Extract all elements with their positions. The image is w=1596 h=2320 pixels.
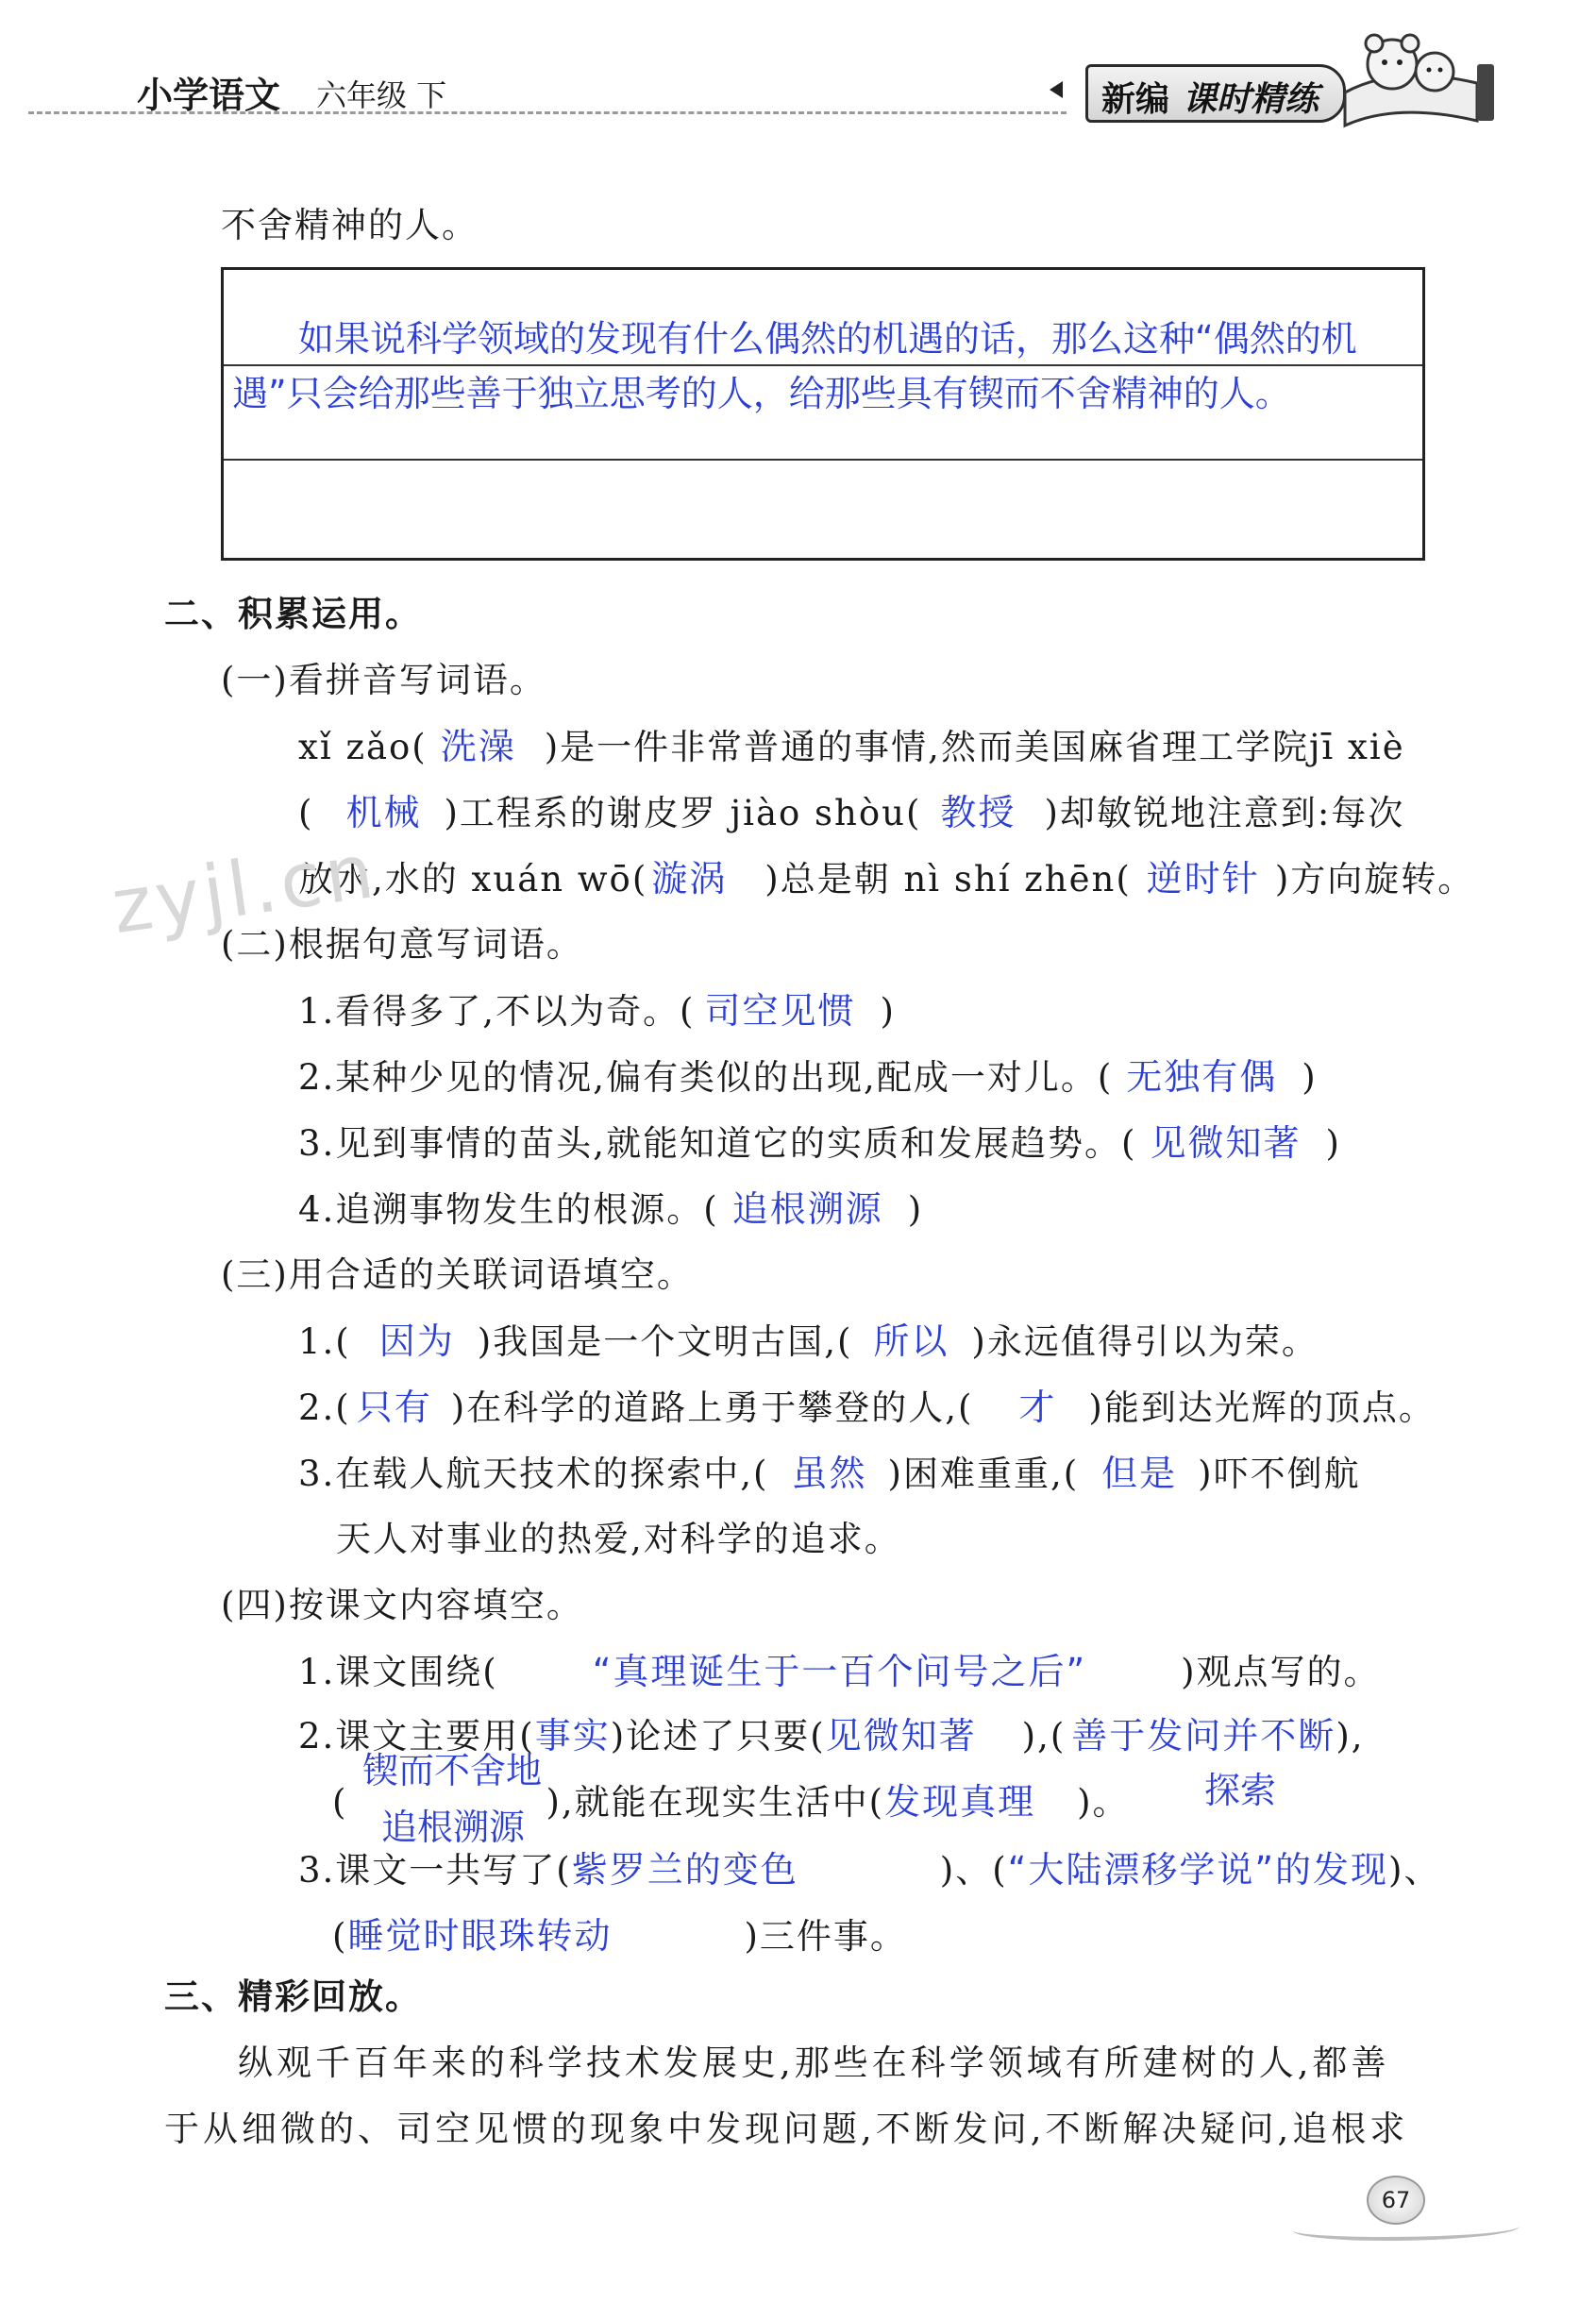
part3-item-1: 1.( 因为 )我国是一个文明古国,( 所以 )永远值得引以为荣。 <box>298 1320 1319 1362</box>
part3-title: (三)用合适的关联词语填空。 <box>221 1254 694 1295</box>
answer-xuanwo: 漩涡 <box>651 858 728 899</box>
part4-title: (四)按课文内容填空。 <box>221 1585 583 1625</box>
badge-text-2: 课时精练 <box>1183 79 1319 119</box>
series-badge <box>1085 64 1346 123</box>
part4-item-1: 1.课文围绕( “真理诞生于一百个问号之后” )观点写的。 <box>298 1651 1381 1692</box>
part2-item-3: 3.见到事情的苗头,就能知道它的实质和发展趋势。( 见微知著 ) <box>298 1122 1341 1164</box>
pinyin-row-2: ( 机械 )工程系的谢皮罗 jiào shòu( 教授 )却敏锐地注意到:每次 <box>298 792 1405 833</box>
answer-nishizhen: 逆时针 <box>1146 858 1260 899</box>
badge-text-1: 新编 <box>1101 79 1170 119</box>
part4-item-2-ans4: 锲而不舍地 <box>362 1750 543 1791</box>
part2-item-1: 1.看得多了,不以为奇。( 司空见惯 ) <box>298 990 896 1032</box>
answer-jiaoshou: 教授 <box>940 792 1016 833</box>
box-answer-line-2: 遇”只会给那些善于独立思考的人，给那些具有锲而不舍精神的人。 <box>232 373 1291 414</box>
part2-title: (二)根据句意写词语。 <box>221 924 583 965</box>
part2-item-2: 2.某种少见的情况,偏有类似的出现,配成一对儿。( 无独有偶 ) <box>298 1056 1318 1098</box>
pinyin-row-1: xǐ zǎo( 洗澡 )是一件非常普通的事情,然而美国麻省理工学院jī xiè <box>298 726 1405 767</box>
subject-title: 小学语文 <box>137 75 281 116</box>
part3-item-3: 3.在载人航天技术的探索中,( 虽然 )困难重重,( 但是 )吓不倒航 <box>298 1453 1361 1494</box>
part2-item-4: 4.追溯事物发生的根源。( 追根溯源 ) <box>298 1188 924 1230</box>
page-number: 67 <box>1367 2176 1425 2225</box>
book-spine <box>1477 64 1494 121</box>
grade-label: 六年级 下 <box>316 77 447 113</box>
section-3-title: 三、精彩回放。 <box>164 1976 422 2017</box>
part4-item-2-ans3b: 探索 <box>1204 1770 1277 1811</box>
part4-item-3: 3.课文一共写了(紫罗兰的变色 )、(“大陆漂移学说”的发现)、 <box>298 1849 1441 1891</box>
box-answer-line-1: 如果说科学领域的发现有什么偶然的机遇的话，那么这种“偶然的机 <box>298 318 1357 360</box>
watermark: zyjl.cn <box>106 826 383 951</box>
continued-text: 不舍精神的人。 <box>221 205 479 245</box>
pinyin-row-3: 放水,水的 xuán wō( 漩涡 )总是朝 nì shí zhēn( 逆时针 )方向旋转。 <box>298 858 1475 899</box>
section-2-title: 二、积累运用。 <box>164 594 422 634</box>
part4-item-2-ans4b: 追根溯源 <box>381 1807 526 1848</box>
page-decoration <box>1293 2216 1520 2241</box>
header-divider <box>28 111 1067 114</box>
bear-book-icon <box>1340 26 1482 130</box>
part4-item-3-line2: (睡觉时眼珠转动 )三件事。 <box>332 1915 907 1957</box>
part4-item-2-line2: ( ),就能在现实生活中(发现真理 )。 <box>332 1781 1130 1823</box>
section-3-para-2: 于从细微的、司空见惯的现象中发现问题,不断发问,不断解决疑问,追根求 <box>164 2109 1409 2149</box>
answer-jixie: 机械 <box>345 792 422 833</box>
part1-title: (一)看拼音写词语。 <box>221 660 546 700</box>
part3-item-3-cont: 天人对事业的热爱,对科学的追求。 <box>336 1519 901 1559</box>
part3-item-2: 2.( 只有 )在科学的道路上勇于攀登的人,( 才 )能到达光辉的顶点。 <box>298 1387 1436 1428</box>
part4-item-2: 2.课文主要用(事实)论述了只要(见微知著 ),( 善于发问并不断), <box>298 1715 1365 1757</box>
answer-xizao: 洗澡 <box>440 726 516 767</box>
arrow-left-icon <box>1050 81 1063 98</box>
section-3-para-1: 纵观千百年来的科学技术发展史,那些在科学领域有所建树的人,都善 <box>238 2043 1390 2083</box>
